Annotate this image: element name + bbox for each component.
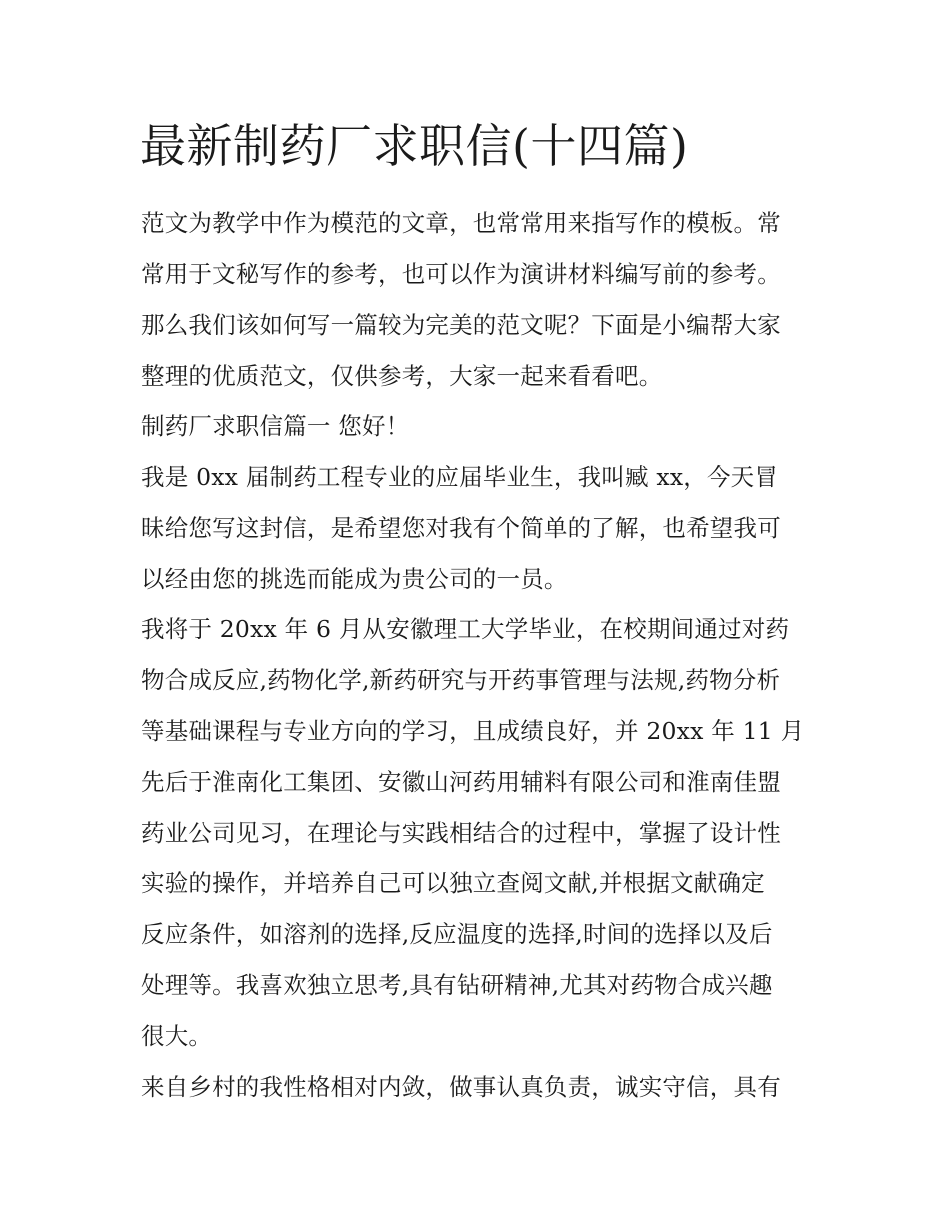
paragraph-line: 我将于 20xx 年 6 月从安徽理工大学毕业，在校期间通过对药: [141, 615, 790, 643]
section-heading: 制药厂求职信篇一 您好！: [141, 412, 410, 440]
paragraph-line: 等基础课程与专业方向的学习，且成绩良好，并 20xx 年 11 月: [141, 717, 805, 745]
paragraph-line: 整理的优质范文，仅供参考，大家一起来看看吧。: [141, 362, 663, 390]
paragraph-line: 常用于文秘写作的参考，也可以作为演讲材料编写前的参考。: [141, 260, 781, 288]
paragraph-line: 药业公司见习，在理论与实践相结合的过程中，掌握了设计性: [141, 819, 781, 847]
document-title: 最新制药厂求职信(十四篇): [140, 119, 689, 173]
paragraph-line: 处理等。我喜欢独立思考,具有钻研精神,尤其对药物合成兴趣: [141, 971, 773, 999]
paragraph-line: 以经由您的挑选而能成为贵公司的一员。: [141, 565, 568, 593]
paragraph-line: 很大。: [141, 1022, 213, 1050]
paragraph-line: 我是 0xx 届制药工程专业的应届毕业生，我叫臧 xx，今天冒: [141, 463, 779, 491]
paragraph-line: 昧给您写这封信，是希望您对我有个简单的了解，也希望我可: [141, 514, 781, 542]
paragraph-line: 来自乡村的我性格相对内敛，做事认真负责，诚实守信，具有: [141, 1073, 781, 1101]
paragraph-line: 反应条件，如溶剂的选择,反应温度的选择,时间的选择以及后: [141, 920, 773, 948]
paragraph-line: 那么我们该如何写一篇较为完美的范文呢？下面是小编帮大家: [141, 311, 781, 339]
paragraph-line: 范文为教学中作为模范的文章，也常常用来指写作的模板。常: [141, 209, 781, 237]
paragraph-line: 先后于淮南化工集团、安徽山河药用辅料有限公司和淮南佳盟: [141, 768, 781, 796]
paragraph-line: 实验的操作，并培养自己可以独立查阅文献,并根据文献确定: [141, 869, 765, 897]
paragraph-line: 物合成反应,药物化学,新药研究与开药事管理与法规,药物分析: [141, 666, 781, 694]
